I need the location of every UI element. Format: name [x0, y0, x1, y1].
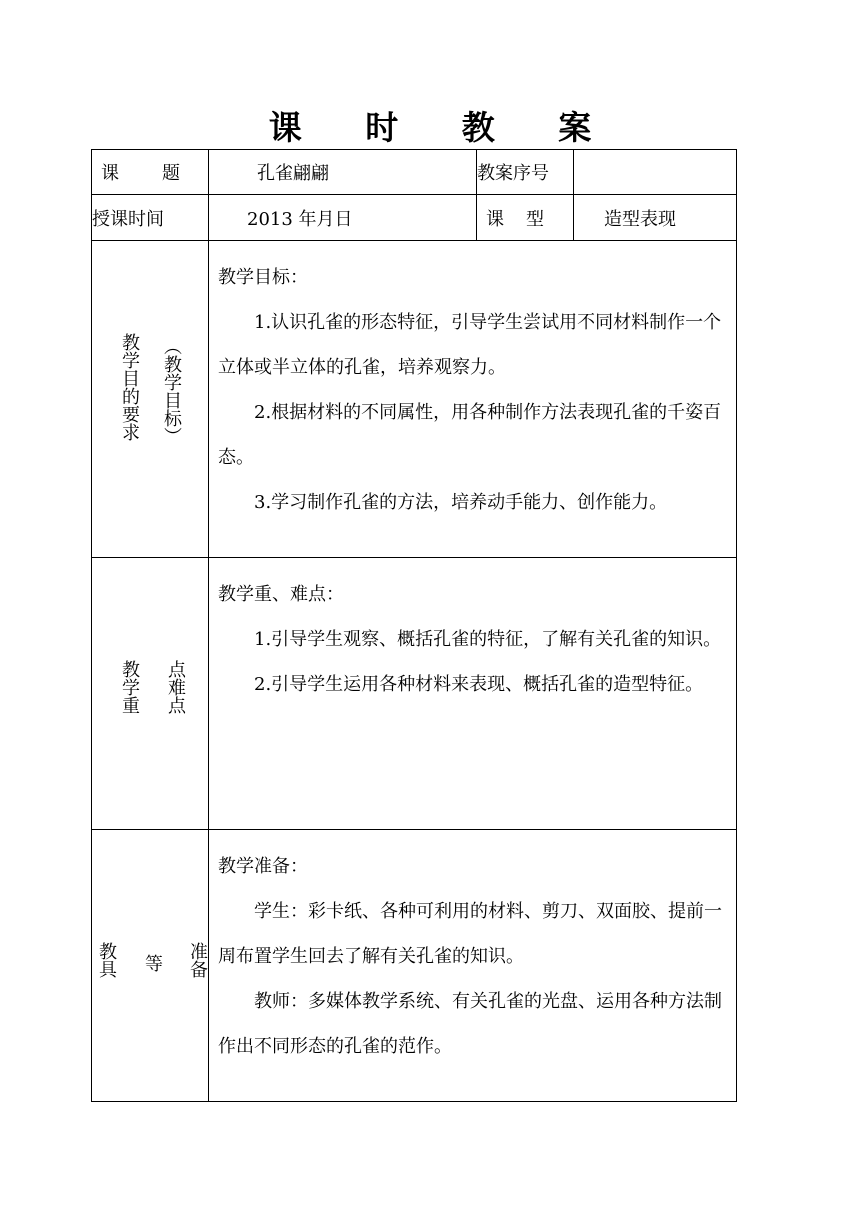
serial-label: 教案序号 — [477, 150, 574, 195]
topic-row — [92, 150, 737, 195]
keypoint-item: 2.引导学生运用各种材料来表现、概括孔雀的造型特征。 — [254, 674, 704, 695]
preparation-label-col1: 教具 — [96, 942, 117, 978]
type-label-cell — [477, 195, 574, 241]
lesson-plan-table — [91, 149, 737, 1102]
keypoints-content — [209, 558, 737, 830]
objectives-heading: 教学目标： — [218, 267, 308, 288]
time-row — [92, 195, 737, 241]
keypoints-heading: 教学重、难点： — [218, 584, 344, 605]
time-label: 授课时间 — [92, 195, 209, 241]
preparation-content — [209, 830, 737, 1102]
type-value: 造型表现 — [574, 195, 737, 241]
keypoints-label-col2: 点难点 — [165, 660, 186, 714]
keypoints-row — [92, 558, 737, 830]
objectives-row — [92, 241, 737, 558]
preparation-row — [92, 830, 737, 1102]
objectives-label-sub: （教学目标） — [161, 337, 182, 445]
topic-label-cell — [92, 150, 209, 195]
preparation-label-col3: 准备 — [187, 942, 208, 978]
keypoints-label-col1: 教学重 — [119, 660, 140, 714]
objectives-label-cell — [92, 241, 209, 558]
serial-value — [574, 150, 737, 195]
keypoints-label-cell — [92, 558, 209, 830]
topic-label-b: 题 — [162, 163, 180, 184]
preparation-item: 教师：多媒体教学系统、有关孔雀的光盘、运用各种方法制作出不同形态的孔雀的范作。 — [218, 991, 722, 1057]
preparation-heading: 教学准备： — [218, 856, 308, 877]
preparation-label-col2: 等 — [142, 954, 163, 972]
preparation-item: 学生：彩卡纸、各种可利用的材料、剪刀、双面胶、提前一周布置学生回去了解有关孔雀的知识。 — [218, 901, 722, 967]
topic-label-a: 课 — [101, 163, 119, 184]
objectives-label-main: 教学目的要求 — [119, 333, 140, 441]
time-value: 2013 年月日 — [209, 195, 477, 241]
preparation-label-cell — [92, 830, 209, 1102]
objective-item: 2.根据材料的不同属性，用各种制作方法表现孔雀的千姿百态。 — [218, 402, 722, 468]
objective-item: 3.学习制作孔雀的方法，培养动手能力、创作能力。 — [254, 492, 668, 513]
objectives-content — [209, 241, 737, 558]
topic-value: 孔雀翩翩 — [209, 150, 477, 195]
keypoint-item: 1.引导学生观察、概括孔雀的特征，了解有关孔雀的知识。 — [254, 629, 722, 650]
objective-item: 1.认识孔雀的形态特征，引导学生尝试用不同材料制作一个立体或半立体的孔雀，培养观察力。 — [218, 312, 722, 378]
page-title: 课 时 教 案 — [268, 108, 618, 147]
type-label-b: 型 — [526, 208, 544, 230]
type-label-a: 课 — [486, 208, 504, 230]
